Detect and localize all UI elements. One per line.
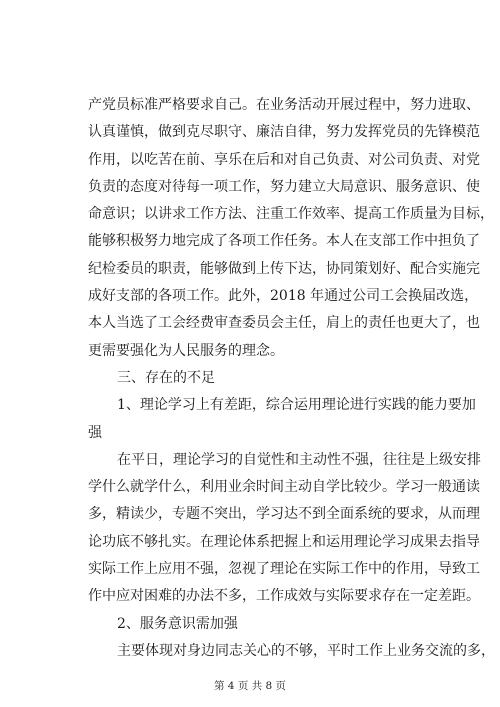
- body-line: 作用，以吃苦在前、享乐在后和对自己负责、对公司负责、对党: [88, 151, 480, 168]
- body-line: 在平日，理论学习的自觉性和主动性不强，往往是上级安排: [117, 451, 481, 468]
- body-line: 命意识；以讲求工作方法、注重工作效率、提高工作质量为目标，: [88, 206, 494, 223]
- subsection-heading-continuation: 强: [88, 424, 102, 441]
- section-heading: 三、存在的不足: [117, 369, 215, 386]
- body-line: 学什么就学什么，利用业余时间主动自学比较少。学习一般通读: [88, 479, 480, 496]
- body-line: 更需要强化为人民服务的理念。: [88, 342, 284, 359]
- body-line: 认真谨慎，做到克尽职守、廉洁自律，努力发挥党员的先锋模范: [88, 124, 480, 141]
- body-line: 多，精读少，专题不突出，学习达不到全面系统的要求，从而理: [88, 506, 480, 523]
- body-line: 产党员标准严格要求自己。在业务活动开展过程中，努力进取、: [88, 97, 480, 113]
- body-line: 主要体现对身边同志关心的不够，平时工作上业务交流的多，: [117, 642, 495, 659]
- subsection-heading: 1、理论学习上有差距，综合运用理论进行实践的能力要加: [117, 397, 476, 414]
- subsection-heading: 2、服务意识需加强: [117, 615, 238, 632]
- body-line: 成好支部的各项工作。此外，2018 年通过公司工会换届改选，: [88, 288, 479, 305]
- body-line: 纪检委员的职责，能够做到上传下达，协同策划好、配合实施完: [88, 260, 480, 277]
- body-line: 负责的态度对待每一项工作，努力建立大局意识、服务意识、使: [88, 178, 480, 195]
- body-line: 实际工作上应用不强，忽视了理论在实际工作中的作用，导致工: [88, 561, 480, 578]
- body-line: 作中应对困难的办法不多，工作成效与实际要求存在一定差距。: [88, 588, 480, 605]
- page-number-footer: 第 4 页 共 8 页: [213, 680, 287, 692]
- body-line: 能够积极努力地完成了各项工作任务。本人在支部工作中担负了: [88, 233, 480, 250]
- body-line: 本人当选了工会经费审查委员会主任，肩上的责任也更大了，也: [88, 315, 480, 332]
- body-line: 论功底不够扎实。在理论体系把握上和运用理论学习成果去指导: [88, 533, 480, 550]
- document-body: [88, 92, 495, 665]
